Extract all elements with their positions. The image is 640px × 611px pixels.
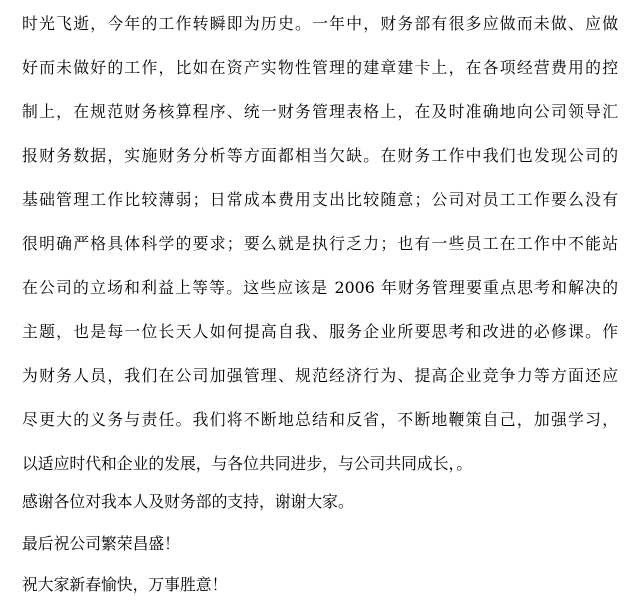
paragraph-1-line-10: 尽更大的义务与责任。我们将不断地总结和反省，不断地鞭策自己，加强学习， bbox=[22, 410, 618, 429]
paragraph-4: 祝大家新春愉快，万事胜意！ bbox=[22, 575, 228, 594]
paragraph-1-line-2: 好而未做好的工作，比如在资产实物性管理的建章建卡上，在各项经营费用的控 bbox=[22, 58, 618, 77]
paragraph-1-line-6: 很明确严格具体科学的要求；要么就是执行乏力；也有一些员工在工作中不能站 bbox=[22, 234, 618, 253]
paragraph-1-line-3: 制上，在规范财务核算程序、统一财务管理表格上，在及时准确地向公司领导汇 bbox=[22, 102, 618, 121]
paragraph-1-line-11: 以适应时代和企业的发展，与各位共同进步，与公司共同成长，。 bbox=[22, 454, 473, 473]
paragraph-1-line-7: 在公司的立场和利益上等等。这些应该是 2006 年财务管理要重点思考和解决的 bbox=[22, 278, 618, 297]
paragraph-2: 感谢各位对我本人及财务部的支持，谢谢大家。 bbox=[22, 492, 354, 511]
paragraph-1-line-8: 主题，也是每一位长天人如何提高自我、服务企业所要思考和改进的必修课。作 bbox=[22, 322, 618, 341]
paragraph-1-line-1: 时光飞逝，今年的工作转瞬即为历史。一年中，财务部有很多应做而未做、应做 bbox=[22, 14, 618, 33]
paragraph-3: 最后祝公司繁荣昌盛！ bbox=[22, 534, 180, 553]
paragraph-1-line-5: 基础管理工作比较薄弱；日常成本费用支出比较随意；公司对员工工作要么没有 bbox=[22, 190, 618, 209]
paragraph-1-line-9: 为财务人员，我们在公司加强管理、规范经济行为、提高企业竞争力等方面还应 bbox=[22, 366, 618, 385]
paragraph-1-line-4: 报财务数据，实施财务分析等方面都相当欠缺。在财务工作中我们也发现公司的 bbox=[22, 146, 618, 165]
